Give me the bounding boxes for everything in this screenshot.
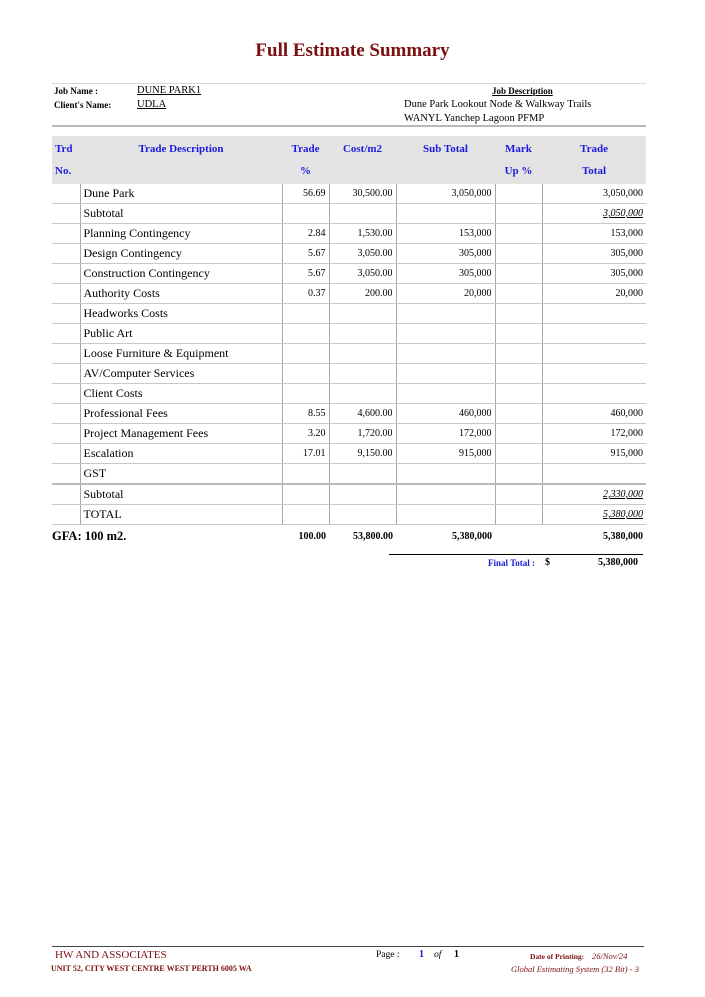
cell-total (542, 304, 646, 324)
footer-page-total: 1 (454, 949, 459, 960)
cell-desc: Professional Fees (80, 404, 282, 424)
gfa-subtotal: 5,380,000 (452, 530, 492, 542)
table-row-total (52, 505, 646, 525)
table-row (52, 464, 646, 485)
cell-markup (495, 464, 542, 485)
final-total-label: Final Total : (488, 558, 536, 568)
cell-markup (495, 424, 542, 444)
cell-sub: 460,000 (396, 404, 495, 424)
client-name-value: UDLA (137, 99, 167, 110)
cell-cost (329, 344, 396, 364)
cell-total: 915,000 (542, 444, 646, 464)
gfa-total: 5,380,000 (603, 530, 643, 542)
col-header-trade-total: Trade Total (542, 136, 646, 184)
table-header-row (52, 136, 646, 184)
cell-markup (495, 204, 542, 224)
cell-trd (52, 304, 80, 324)
cell-total (542, 384, 646, 404)
cell-desc: GST (80, 464, 282, 485)
table-row (52, 384, 646, 404)
gfa-pct: 100.00 (298, 530, 326, 542)
cell-sub: 305,000 (396, 264, 495, 284)
subtotal-value: 3,050,000 (603, 208, 643, 219)
table-row (52, 364, 646, 384)
cell-pct: 8.55 (282, 404, 329, 424)
cell-total: 3,050,000 (542, 184, 646, 204)
cell-total (542, 344, 646, 364)
cell-desc: Public Art (80, 324, 282, 344)
cell-pct (282, 464, 329, 485)
cell-total (542, 464, 646, 485)
cell-markup (495, 244, 542, 264)
cell-pct: 5.67 (282, 264, 329, 284)
cell-trd (52, 324, 80, 344)
cell-pct: 17.01 (282, 444, 329, 464)
final-total-currency: $ (545, 557, 550, 568)
cell-markup (495, 184, 542, 204)
cell-sub (396, 384, 495, 404)
cell-desc: Project Management Fees (80, 424, 282, 444)
cell-markup (495, 444, 542, 464)
cell-markup (495, 264, 542, 284)
gfa-summary-row (52, 525, 646, 548)
table-row (52, 284, 646, 304)
cell-markup (495, 484, 542, 505)
cell-cost: 9,150.00 (329, 444, 396, 464)
cell-sub (396, 304, 495, 324)
cell-pct (282, 344, 329, 364)
cell-sub: 153,000 (396, 224, 495, 244)
cell-cost (329, 505, 396, 525)
table-row (52, 404, 646, 424)
cell-sub: 20,000 (396, 284, 495, 304)
cell-trd (52, 364, 80, 384)
cell-cost (329, 484, 396, 505)
footer-system: Global Estimating System (32 Bit) - 3 (511, 964, 639, 974)
cell-desc: AV/Computer Services (80, 364, 282, 384)
col-header-markup: Mark Up % (495, 136, 542, 184)
cell-trd (52, 224, 80, 244)
job-info-panel (52, 83, 646, 127)
cell-trd (52, 404, 80, 424)
cell-total: 305,000 (542, 244, 646, 264)
cell-sub: 3,050,000 (396, 184, 495, 204)
cell-pct (282, 384, 329, 404)
table-row (52, 304, 646, 324)
cell-trd (52, 505, 80, 525)
cell-trd (52, 264, 80, 284)
cell-desc: Design Contingency (80, 244, 282, 264)
job-name-value: DUNE PARK1 (137, 85, 202, 96)
cell-desc: Subtotal (80, 204, 282, 224)
cell-markup (495, 344, 542, 364)
cell-cost (329, 204, 396, 224)
cell-total: 172,000 (542, 424, 646, 444)
cell-cost: 1,720.00 (329, 424, 396, 444)
footer-date: 26/Nov/24 (592, 951, 628, 961)
footer-of-label: of (434, 950, 442, 960)
cell-total: 305,000 (542, 264, 646, 284)
cell-sub (396, 204, 495, 224)
col-header-cost-m2: Cost/m2 (329, 136, 396, 184)
cell-total (542, 204, 646, 224)
final-total-value: 5,380,000 (598, 557, 638, 568)
cell-cost: 30,500.00 (329, 184, 396, 204)
table-row (52, 444, 646, 464)
cell-total (542, 484, 646, 505)
cell-cost (329, 324, 396, 344)
table-row (52, 344, 646, 364)
cell-desc: Client Costs (80, 384, 282, 404)
cell-total: 460,000 (542, 404, 646, 424)
cell-trd (52, 284, 80, 304)
cell-pct: 5.67 (282, 244, 329, 264)
gfa-markup (495, 525, 542, 548)
cell-cost (329, 364, 396, 384)
cell-desc: Subtotal (80, 484, 282, 505)
cell-desc: TOTAL (80, 505, 282, 525)
cell-total: 153,000 (542, 224, 646, 244)
cell-sub: 305,000 (396, 244, 495, 264)
footer-page-label: Page : (376, 950, 400, 960)
col-header-trd-no: Trd No. (52, 136, 80, 184)
cell-desc: Dune Park (80, 184, 282, 204)
cell-sub (396, 344, 495, 364)
cell-total: 20,000 (542, 284, 646, 304)
job-name-label: Job Name : (54, 86, 98, 96)
cell-cost: 1,530.00 (329, 224, 396, 244)
cell-pct (282, 324, 329, 344)
cell-desc: Authority Costs (80, 284, 282, 304)
cell-markup (495, 224, 542, 244)
cell-markup (495, 384, 542, 404)
col-header-sub-total: Sub Total (396, 136, 495, 184)
footer-address: UNIT 52, CITY WEST CENTRE WEST PERTH 6005 WA (51, 964, 252, 973)
cell-desc: Construction Contingency (80, 264, 282, 284)
cell-pct (282, 364, 329, 384)
col-header-trade-description: Trade Description (80, 136, 282, 184)
cell-sub: 915,000 (396, 444, 495, 464)
cell-pct: 3.20 (282, 424, 329, 444)
table-row (52, 264, 646, 284)
cell-cost: 200.00 (329, 284, 396, 304)
cell-trd (52, 244, 80, 264)
cell-total (542, 364, 646, 384)
cell-sub: 172,000 (396, 424, 495, 444)
cell-pct (282, 304, 329, 324)
footer-divider (52, 946, 644, 947)
cell-markup (495, 404, 542, 424)
job-description-line-2: WANYL Yanchep Lagoon PFMP (404, 113, 545, 124)
cell-sub (396, 505, 495, 525)
table-row (52, 224, 646, 244)
cell-pct: 56.69 (282, 184, 329, 204)
gfa-label: GFA: 100 m2. (52, 528, 127, 543)
cell-markup (495, 364, 542, 384)
cell-total (542, 324, 646, 344)
cell-sub (396, 364, 495, 384)
cell-sub (396, 484, 495, 505)
cell-pct (282, 204, 329, 224)
cell-cost (329, 384, 396, 404)
cell-markup (495, 304, 542, 324)
cell-trd (52, 204, 80, 224)
job-description-line-1: Dune Park Lookout Node & Walkway Trails (404, 99, 592, 110)
table-row (52, 424, 646, 444)
cell-trd (52, 424, 80, 444)
cell-trd (52, 484, 80, 505)
cell-trd (52, 384, 80, 404)
cell-desc: Loose Furniture & Equipment (80, 344, 282, 364)
footer-page-number: 1 (419, 949, 424, 960)
cell-trd (52, 344, 80, 364)
table-row-subtotal (52, 484, 646, 505)
cell-sub (396, 324, 495, 344)
cell-trd (52, 184, 80, 204)
cell-sub (396, 464, 495, 485)
cell-cost (329, 304, 396, 324)
cell-pct: 2.84 (282, 224, 329, 244)
cell-total (542, 505, 646, 525)
total-value: 5,380,000 (603, 509, 643, 520)
table-row (52, 244, 646, 264)
cell-cost: 4,600.00 (329, 404, 396, 424)
cell-desc: Planning Contingency (80, 224, 282, 244)
footer-company: HW AND ASSOCIATES (55, 949, 167, 961)
gfa-cost: 53,800.00 (353, 530, 393, 542)
cell-desc: Escalation (80, 444, 282, 464)
cell-cost (329, 464, 396, 485)
col-header-trade-pct: Trade % (282, 136, 329, 184)
cell-cost: 3,050.00 (329, 264, 396, 284)
cell-pct (282, 484, 329, 505)
table-row-subtotal (52, 204, 646, 224)
cell-trd (52, 444, 80, 464)
cell-markup (495, 505, 542, 525)
final-total-divider (389, 554, 643, 555)
cell-desc: Headworks Costs (80, 304, 282, 324)
page-title: Full Estimate Summary (255, 40, 450, 61)
cell-pct: 0.37 (282, 284, 329, 304)
subtotal-value: 2,330,000 (603, 489, 643, 500)
job-description-label: Job Description (492, 86, 553, 96)
cell-markup (495, 284, 542, 304)
estimate-table (52, 136, 646, 547)
cell-trd (52, 464, 80, 485)
table-row (52, 324, 646, 344)
cell-cost: 3,050.00 (329, 244, 396, 264)
table-row (52, 184, 646, 204)
client-name-label: Client's Name: (54, 100, 112, 110)
footer-date-label: Date of Printing: (530, 952, 585, 961)
cell-pct (282, 505, 329, 525)
cell-markup (495, 324, 542, 344)
